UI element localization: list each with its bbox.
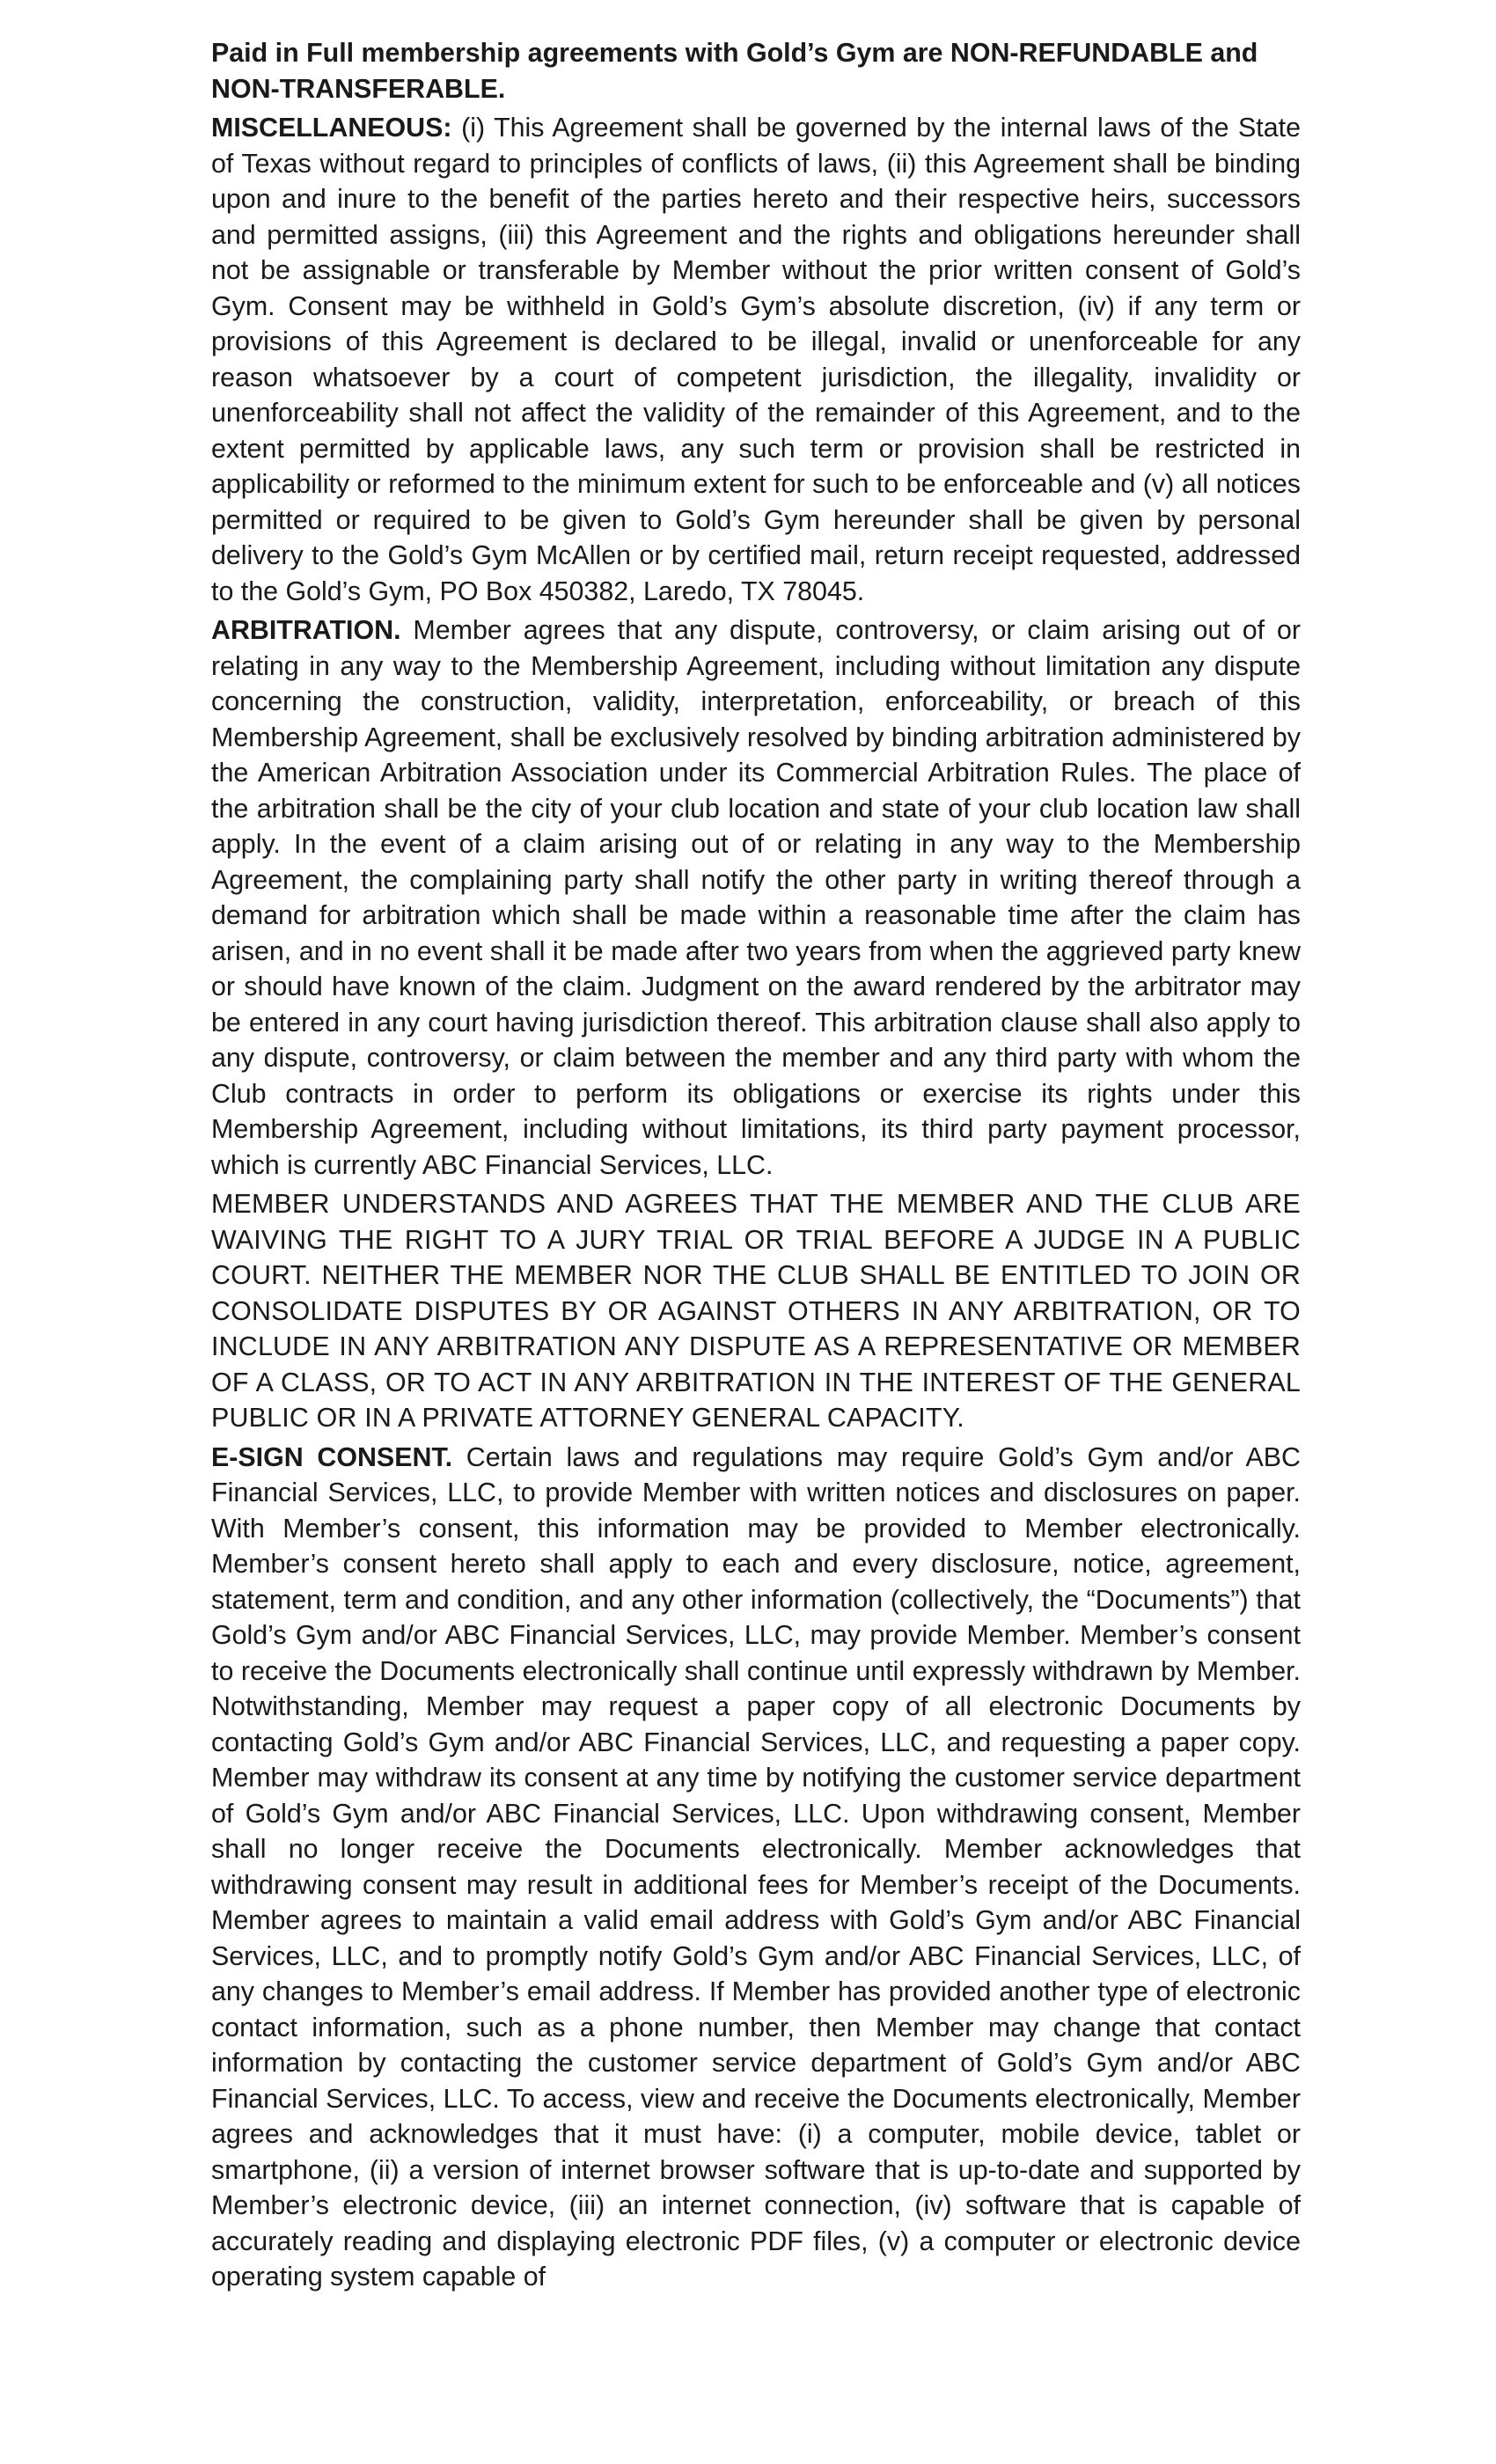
- arbitration-body: Member agrees that any dispute, controversy, or claim arising out of or relating in any way to the Membership Agreement, including without limitation any dispute concerning the construction, validity, interpretation, enforceability, or breach of this Membership Agreement, shall be exclusively resolved by binding arbitration administered by the American Arbitration Association under its Commercial Arbitration Rules. The place of the arbitration shall be the city of your club location and state of your club location law shall apply. In the event of a claim arising out of or relating in any way to the Membership Agreement, the complaining party shall notify the other party in writing thereof through a demand for arbitration which shall be made within a reasonable time after the claim has arisen, and in no event shall it be made after two years from when the aggrieved party knew or should have known of the claim. Judgment on the award rendered by the arbitrator may be entered in any court having jurisdiction thereof. This arbitration clause shall also apply to any dispute, controversy, or claim between the member and any third party with whom the Club contracts in order to perform its obligations or exercise its rights under this Membership Agreement, including without limitations, its third party payment processor, which is currently ABC Financial Services, LLC.: [211, 615, 1301, 1180]
- non-refundable-notice: Paid in Full membership agreements with Gold’s Gym are NON-REFUNDABLE and NON-TRANSFERABLE.: [211, 38, 1258, 104]
- miscellaneous-section: [211, 110, 1301, 609]
- esign-consent-body: Certain laws and regulations may require Gold’s Gym and/or ABC Financial Services, LLC, to provide Member with written notices and disclosures on paper. With Member’s consent, this information may be provided to Member electronically. Member’s consent hereto shall apply to each and every disclosure, notice, agreement, statement, term and condition, and any other information (collectively, the “Documents”) that Gold’s Gym and/or ABC Financial Services, LLC, may provide Member. Member’s consent to receive the Documents electronically shall continue until expressly withdrawn by Member. Notwithstanding, Member may request a paper copy of all electronic Documents by contacting Gold’s Gym and/or ABC Financial Services, LLC, and requesting a paper copy. Member may withdraw its consent at any time by notifying the customer service department of Gold’s Gym and/or ABC Financial Services, LLC. Upon withdrawing consent, Member shall no longer receive the Documents electronically. Member acknowledges that withdrawing consent may result in additional fees for Member’s receipt of the Documents. Member agrees to maintain a valid email address with Gold’s Gym and/or ABC Financial Services, LLC, and to promptly notify Gold’s Gym and/or ABC Financial Services, LLC, of any changes to Member’s email address. If Member has provided another type of electronic contact information, such as a phone number, then Member may change that contact information by contacting the customer service department of Gold’s Gym and/or ABC Financial Services, LLC. To access, view and receive the Documents electronically, Member agrees and acknowledges that it must have: (i) a computer, mobile device, tablet or smartphone, (ii) a version of internet browser software that is up-to-date and supported by Member’s electronic device, (iii) an internet connection, (iv) software that is capable of accurately reading and displaying electronic PDF files, (v) a computer or electronic device operating system capable of: [211, 1441, 1301, 2292]
- jury-waiver-section: MEMBER UNDERSTANDS AND AGREES THAT THE MEMBER AND THE CLUB ARE WAIVING THE RIGHT TO A JURY TRIAL OR TRIAL BEFORE A JUDGE IN A PUBLIC COURT. NEITHER THE MEMBER NOR THE CLUB SHALL BE ENTITLED TO JOIN OR CONSOLIDATE DISPUTES BY OR AGAINST OTHERS IN ANY ARBITRATION, OR TO INCLUDE IN ANY ARBITRATION ANY DISPUTE AS A REPRESENTATIVE OR MEMBER OF A CLASS, OR TO ACT IN ANY ARBITRATION IN THE INTEREST OF THE GENERAL PUBLIC OR IN A PRIVATE ATTORNEY GENERAL CAPACITY.: [211, 1189, 1301, 1433]
- miscellaneous-heading: MISCELLANEOUS:: [211, 113, 452, 143]
- esign-consent-section: [211, 1440, 1301, 2295]
- miscellaneous-body: (i) This Agreement shall be governed by the internal laws of the State of Texas without regard to principles of conflicts of laws, (ii) this Agreement shall be binding upon and inure to the benefit of the parties hereto and their respective heirs, successors and permitted assigns, (iii) this Agreement and the rights and obligations hereunder shall not be assignable or transferable by Member without the prior written consent of Gold’s Gym. Consent may be withheld in Gold’s Gym’s absolute discretion, (iv) if any term or provisions of this Agreement is declared to be illegal, invalid or unenforceable for any reason whatsoever by a court of competent jurisdiction, the illegality, invalidity or unenforceability shall not affect the validity of the remainder of this Agreement, and to the extent permitted by applicable laws, any such term or provision shall be restricted in applicability or reformed to the minimum extent for such to be enforceable and (v) all notices permitted or required to be given to Gold’s Gym hereunder shall be given by personal delivery to the Gold’s Gym McAllen or by certified mail, return receipt requested, addressed to the Gold’s Gym, PO Box 450382, Laredo, TX 78045.: [211, 113, 1301, 606]
- document-page: [211, 35, 1301, 2299]
- esign-consent-heading: E-SIGN CONSENT.: [211, 1441, 453, 1472]
- arbitration-heading: ARBITRATION.: [211, 615, 401, 645]
- arbitration-section: [211, 612, 1301, 1183]
